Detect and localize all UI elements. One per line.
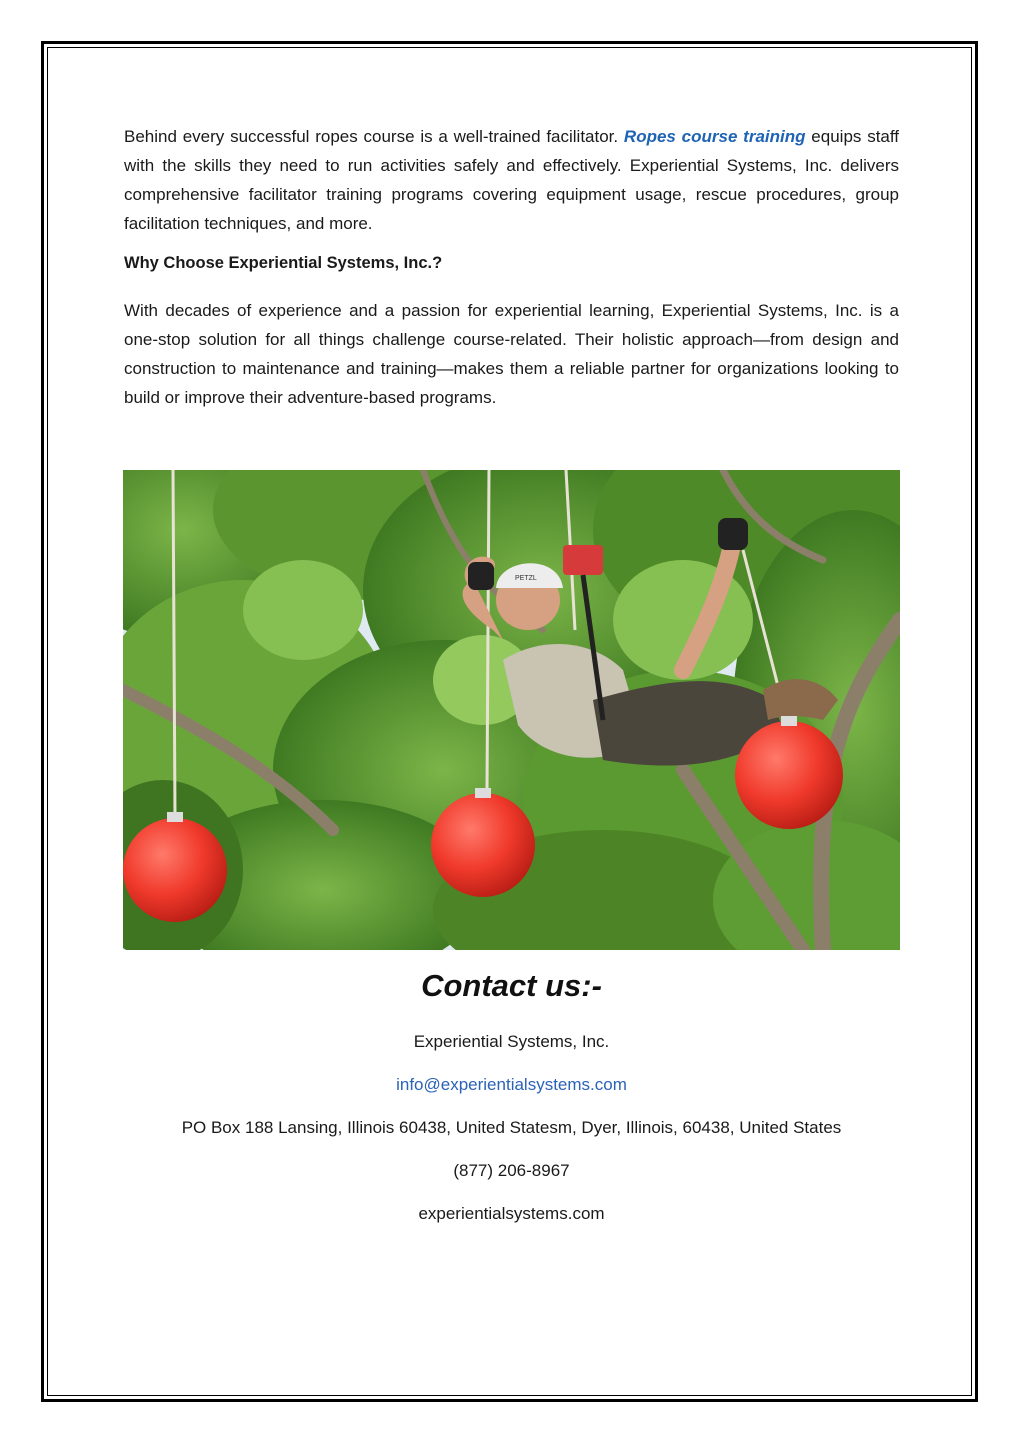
contact-phone: (877) 206-8967	[453, 1161, 570, 1180]
red-ball-left	[123, 818, 227, 922]
why-choose-paragraph: With decades of experience and a passion for experiential learning, Experiential Systems, Inc. is a one-stop solution for all things challenge course-related. Their holistic approach—from design and construction to maintenance and training—makes them a reliable partner for organizations looking to build or improve their adventure-based programs.	[124, 301, 899, 407]
ropes-course-photo	[123, 470, 900, 950]
intro-paragraph	[124, 122, 899, 238]
intro-text-after-link: equips staff with the skills they need to run activities safely and effectively. Experiential Systems, Inc. delivers comprehensive facilitator training programs covering equipment usage, rescue procedures, group facilitation techniques, and more.	[124, 127, 900, 233]
intro-text-before-link: Behind every successful ropes course is a well-trained facilitator.	[124, 127, 624, 146]
red-ball-right	[735, 721, 843, 829]
contact-title: Contact us:-	[421, 968, 602, 1003]
contact-email-link[interactable]: info@experientialsystems.com	[396, 1075, 627, 1094]
ropes-course-training-link[interactable]: Ropes course training	[623, 127, 806, 146]
contact-address: PO Box 188 Lansing, Illinois 60438, United Statesm, Dyer, Illinois, 60438, United States	[181, 1118, 842, 1137]
helmet-text: PETZL	[515, 575, 537, 582]
red-ball-center	[431, 793, 535, 897]
contact-website[interactable]: experientialsystems.com	[418, 1204, 605, 1223]
why-choose-heading: Why Choose Experiential Systems, Inc.?	[124, 254, 443, 272]
contact-company: Experiential Systems, Inc.	[413, 1032, 610, 1051]
